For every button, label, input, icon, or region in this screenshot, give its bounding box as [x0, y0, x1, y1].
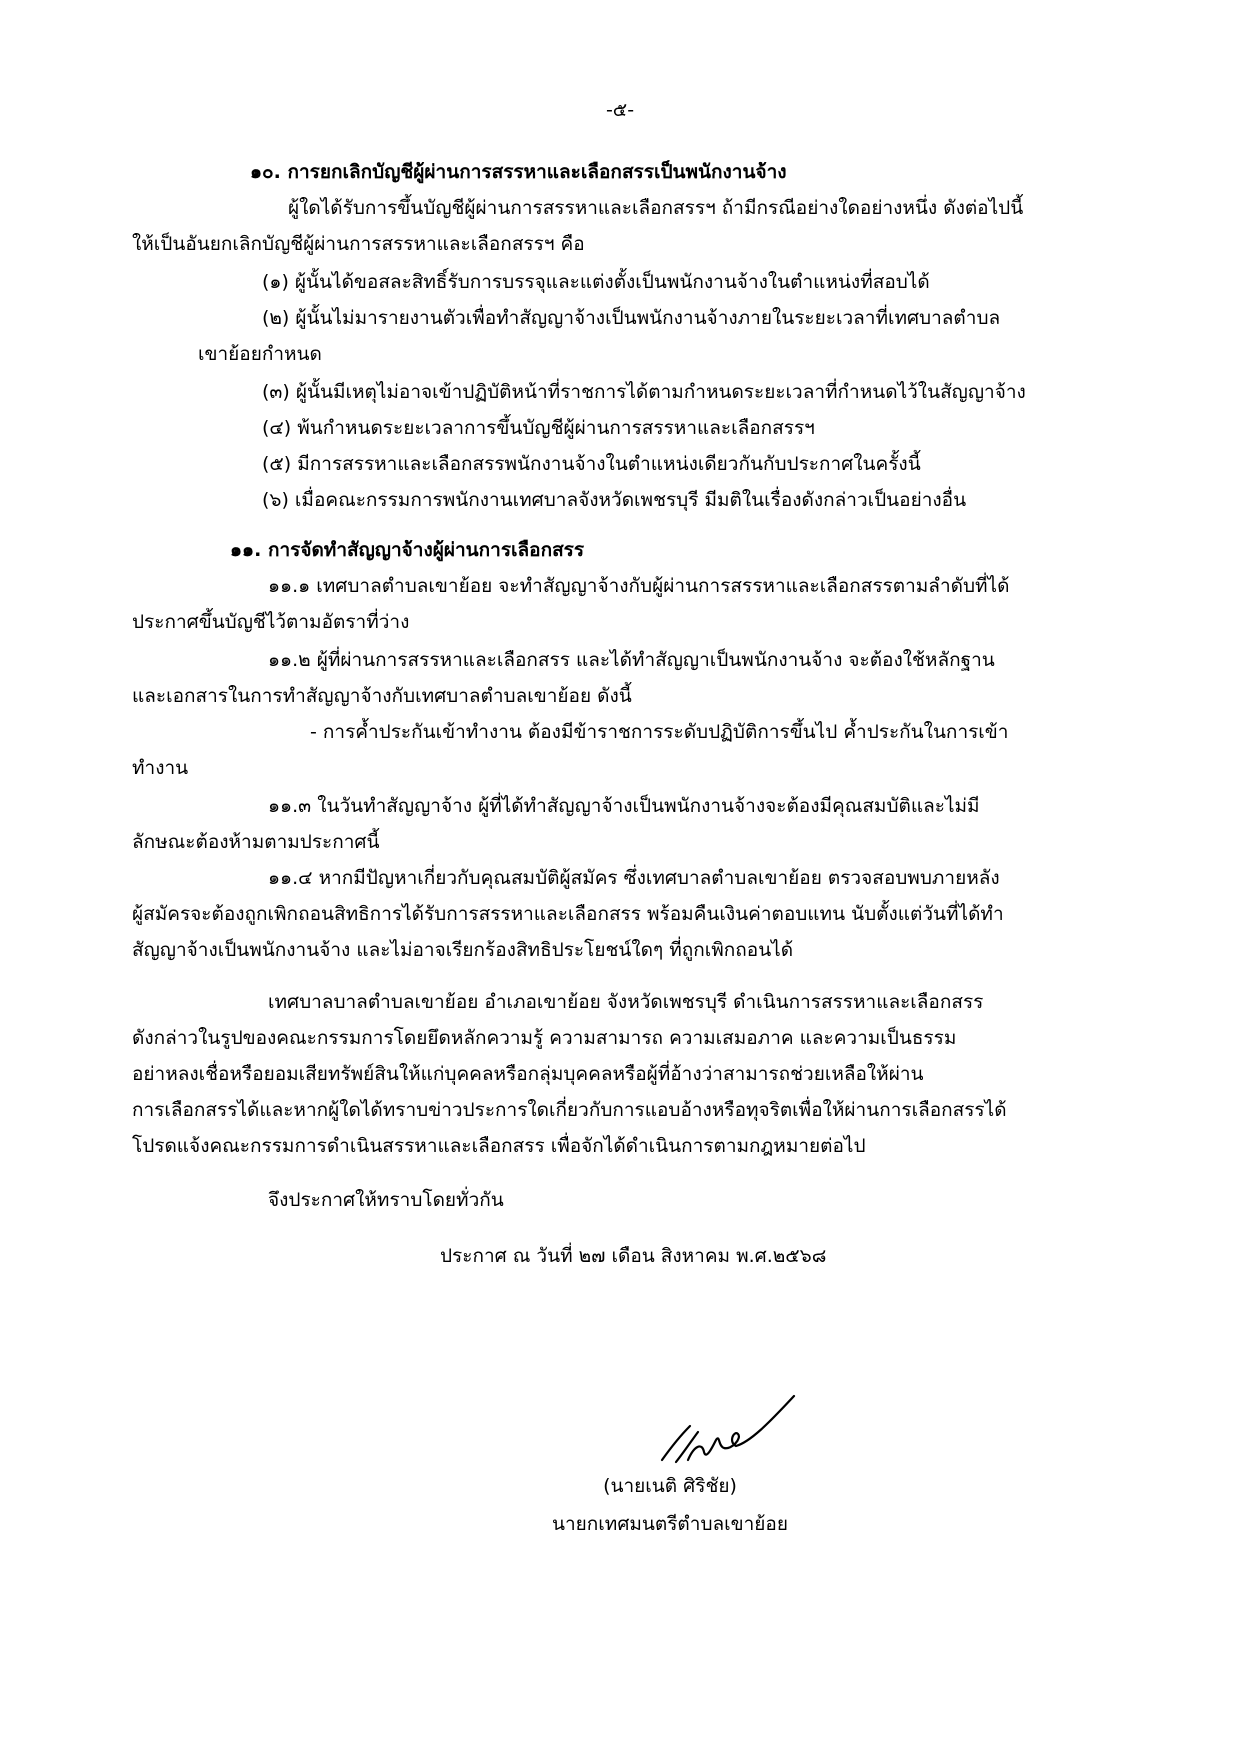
section11-p2-bullet-line2: ทำงาน: [132, 757, 189, 779]
section10-intro-line2: ให้เป็นอันยกเลิกบัญชีผู้ผ่านการสรรหาและเลือกสรรฯ คือ: [132, 233, 585, 255]
section11-p1-line1: ๑๑.๑ เทศบาลตำบลเขาย้อย จะทำสัญญาจ้างกับผู้ผ่านการสรรหาและเลือกสรรตามลำดับที่ได้: [268, 575, 1010, 597]
closing-line4: การเลือกสรรได้และหากผู้ใดได้ทราบข่าวประการใดเกี่ยวกับการแอบอ้างหรือทุจริตเพื่อให้ผ่านการเลือกสรรได้: [132, 1099, 1007, 1121]
section10-item2-line1: (๒) ผู้นั้นไม่มารายงานตัวเพื่อทำสัญญาจ้างเป็นพนักงานจ้างภายในระยะเวลาที่เทศบาลตำบล: [262, 307, 1001, 329]
section11-p3-line1: ๑๑.๓ ในวันทำสัญญาจ้าง ผู้ที่ได้ทำสัญญาจ้างเป็นพนักงานจ้างจะต้องมีคุณสมบัติและไม่มี: [268, 795, 980, 817]
announce-date: ประกาศ ณ วันที่ ๒๗ เดือน สิงหาคม พ.ศ.๒๕๖๘: [440, 1245, 827, 1267]
section10-item5: (๕) มีการสรรหาและเลือกสรรพนักงานจ้างในตำแหน่งเดียวกันกับประกาศในครั้งนี้: [262, 453, 921, 475]
section11-p4-line3: สัญญาจ้างเป็นพนักงานจ้าง และไม่อาจเรียกร้องสิทธิประโยชน์ใดๆ ที่ถูกเพิกถอนได้: [132, 939, 794, 961]
section10-item1: (๑) ผู้นั้นได้ขอสละสิทธิ์รับการบรรจุและแต่งตั้งเป็นพนักงานจ้างในตำแหน่งที่สอบได้: [262, 271, 930, 293]
section11-p3-line2: ลักษณะต้องห้ามตามประกาศนี้: [132, 831, 380, 853]
signatory-title: นายกเทศมนตรีตำบลเขาย้อย: [552, 1513, 788, 1535]
closing-line3: อย่าหลงเชื่อหรือยอมเสียทรัพย์สินให้แก่บุคคลหรือกลุ่มบุคคลหรือผู้ที่อ้างว่าสามารถช่วยเหลือให้ผ่าน: [132, 1063, 924, 1085]
section11-p1-line2: ประกาศขึ้นบัญชีไว้ตามอัตราที่ว่าง: [132, 611, 410, 633]
section10-intro-line1: ผู้ใดได้รับการขึ้นบัญชีผู้ผ่านการสรรหาและเลือกสรรฯ ถ้ามีกรณีอย่างใดอย่างหนึ่ง ดังต่อไปนี้: [288, 197, 1024, 219]
section11-p4-line1: ๑๑.๔ หากมีปัญหาเกี่ยวกับคุณสมบัติผู้สมัคร ซึ่งเทศบาลตำบลเขาย้อย ตรวจสอบพบภายหลัง: [268, 867, 1000, 889]
signatory-name: (นายเนติ ศิริชัย): [603, 1475, 737, 1497]
section10-item2-line2: เขาย้อยกำหนด: [198, 343, 322, 365]
signature-image: [658, 1382, 798, 1474]
section10-item4: (๔) พ้นกำหนดระยะเวลาการขึ้นบัญชีผู้ผ่านการสรรหาและเลือกสรรฯ: [262, 417, 815, 439]
section11-p2-bullet-line1: - การค้ำประกันเข้าทำงาน ต้องมีข้าราชการระดับปฏิบัติการขึ้นไป ค้ำประกันในการเข้า: [310, 721, 1009, 743]
section10-heading: ๑๐. การยกเลิกบัญชีผู้ผ่านการสรรหาและเลือกสรรเป็นพนักงานจ้าง: [250, 161, 787, 183]
section10-item3: (๓) ผู้นั้นมีเหตุไม่อาจเข้าปฏิบัติหน้าที่ราชการได้ตามกำหนดระยะเวลาที่กำหนดไว้ในสัญญาจ้าง: [262, 381, 1026, 403]
section11-heading: ๑๑. การจัดทำสัญญาจ้างผู้ผ่านการเลือกสรร: [230, 539, 585, 561]
section10-item6: (๖) เมื่อคณะกรรมการพนักงานเทศบาลจังหวัดเพชรบุรี มีมติในเรื่องดังกล่าวเป็นอย่างอื่น: [262, 489, 967, 511]
announce-line: จึงประกาศให้ทราบโดยทั่วกัน: [268, 1189, 504, 1211]
section11-p2-line2: และเอกสารในการทำสัญญาจ้างกับเทศบาลตำบลเขาย้อย ดังนี้: [132, 685, 632, 707]
closing-line5: โปรดแจ้งคณะกรรมการดำเนินสรรหาและเลือกสรร เพื่อจักได้ดำเนินการตามกฎหมายต่อไป: [132, 1135, 866, 1157]
section11-p4-line2: ผู้สมัครจะต้องถูกเพิกถอนสิทธิการได้รับการสรรหาและเลือกสรร พร้อมคืนเงินค่าตอบแทน นับตั้งแต่วันที่ได้ทำ: [132, 903, 1004, 925]
section11-p2-line1: ๑๑.๒ ผู้ที่ผ่านการสรรหาและเลือกสรร และได้ทำสัญญาเป็นพนักงานจ้าง จะต้องใช้หลักฐาน: [268, 649, 995, 671]
closing-line1: เทศบาลบาลตำบลเขาย้อย อำเภอเขาย้อย จังหวัดเพชรบุรี ดำเนินการสรรหาและเลือกสรร: [268, 991, 984, 1013]
page-number: -๕-: [605, 99, 635, 121]
closing-line2: ดังกล่าวในรูปของคณะกรรมการโดยยึดหลักความรู้ ความสามารถ ความเสมอภาค และความเป็นธรรม: [132, 1027, 957, 1049]
